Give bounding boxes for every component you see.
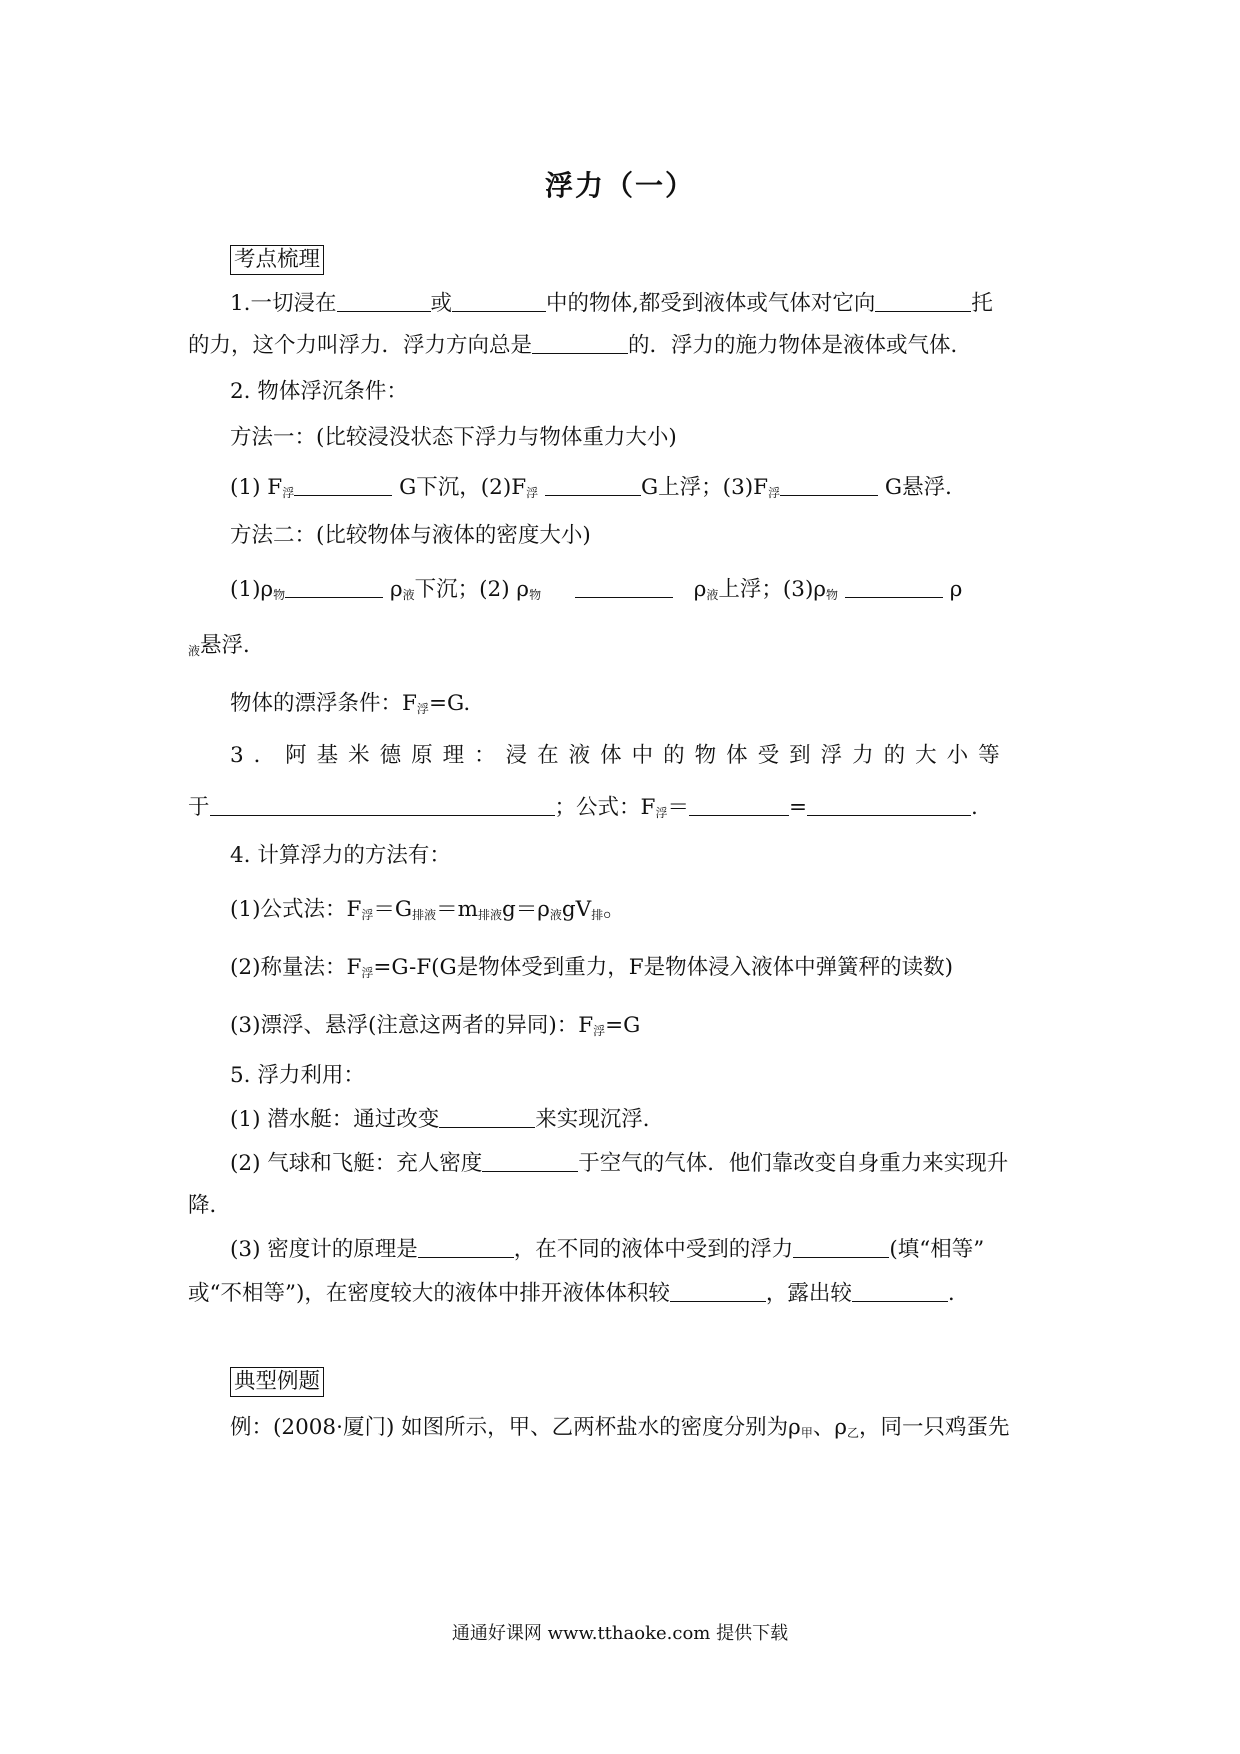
text-line-12: 4. 计算浮力的方法有： bbox=[230, 843, 451, 868]
section-heading-key-points bbox=[230, 244, 1058, 276]
text-line-19: 降． bbox=[188, 1193, 232, 1218]
blank bbox=[418, 1235, 514, 1258]
blank bbox=[532, 331, 628, 354]
blank bbox=[482, 1149, 578, 1172]
text-line-22: 例：(2008·厦门) 如图所示，甲、乙两杯盐水的密度分别为$\rho_甲$、$\rho_乙$，同一只鸡蛋先 bbox=[230, 1415, 1010, 1440]
page-footer: 通通好课网 www.tthaoke.com 提供下载 bbox=[451, 1623, 789, 1644]
blank bbox=[210, 793, 555, 816]
text-line-2: 的力，这个力叫浮力．浮力方向总是 的．浮力的施力物体是液体或气体． bbox=[188, 333, 973, 358]
blank bbox=[852, 1279, 948, 1302]
text-line-3: 2. 物体浮沉条件： bbox=[230, 379, 408, 404]
text-line-13: (1)公式法：$F_浮=G_{排液}=m_{排液}g=\rho_液gV_排$。 bbox=[230, 897, 625, 922]
blank bbox=[689, 793, 789, 816]
blank bbox=[285, 575, 383, 598]
section-heading-examples bbox=[230, 1366, 1058, 1398]
text-line-16: 5. 浮力利用： bbox=[230, 1063, 365, 1088]
section-label: 典型例题 bbox=[230, 1367, 324, 1397]
blank bbox=[452, 289, 546, 312]
text-line-20: (3) 密度计的原理是 ，在不同的液体中受到的浮力 (填“相等” bbox=[230, 1237, 985, 1262]
text-line-10: 3．阿基米德原理：浸在液体中的物体受到浮力的大小等 bbox=[230, 743, 1010, 768]
text-line-9: 物体的漂浮条件：$F_浮=G$. bbox=[230, 691, 471, 716]
text-line-15: (3)漂浮、悬浮(注意这两者的异同)：$F_浮=G$ bbox=[230, 1013, 641, 1038]
text-line-5: (1) $F_浮$ G下沉，$(2)F_浮$ G上浮；$(3)F_浮$ G悬浮． bbox=[230, 475, 967, 500]
blank bbox=[670, 1279, 766, 1302]
text-line-7: $(1)\rho_物$ $\rho_液$下沉；(2) $\rho_物$ $\rho_液$上浮；$(3)\rho_物$ ρ bbox=[230, 577, 963, 602]
blank bbox=[793, 1235, 889, 1258]
text-line-1: 1.一切浸在 或 中的物体,都受到液体或气体对它向 托 bbox=[230, 291, 993, 316]
text-line-21: 或“不相等”)，在密度较大的液体中排开液体体积较 ，露出较 . bbox=[188, 1281, 955, 1306]
text-line-11: 于 ；公式：$F_浮=$ = . bbox=[188, 795, 978, 820]
text-line-8: $_液$悬浮． bbox=[188, 633, 265, 658]
section-label: 考点梳理 bbox=[230, 245, 324, 275]
blank bbox=[780, 473, 878, 496]
blank bbox=[875, 289, 971, 312]
text-line-6: 方法二：(比较物体与液体的密度大小) bbox=[230, 523, 591, 548]
blank bbox=[845, 575, 943, 598]
blank bbox=[294, 473, 392, 496]
blank bbox=[807, 793, 971, 816]
text-line-14: (2)称量法：$F_浮=G-F(G$是物体受到重力，F是物体浸入液体中弹簧秤的读数) bbox=[230, 955, 954, 980]
blank bbox=[545, 473, 641, 496]
text-line-18: (2) 气球和飞艇：充人密度 于空气的气体．他们靠改变自身重力来实现升 bbox=[230, 1151, 1009, 1176]
text-line-4: 方法一：(比较浸没状态下浮力与物体重力大小) bbox=[230, 425, 677, 450]
blank bbox=[575, 575, 673, 598]
blank bbox=[337, 289, 431, 312]
blank bbox=[439, 1105, 535, 1128]
text-line-17: (1) 潜水艇：通过改变 来实现沉浮． bbox=[230, 1107, 665, 1132]
page-title: 浮力（一） bbox=[544, 169, 695, 202]
